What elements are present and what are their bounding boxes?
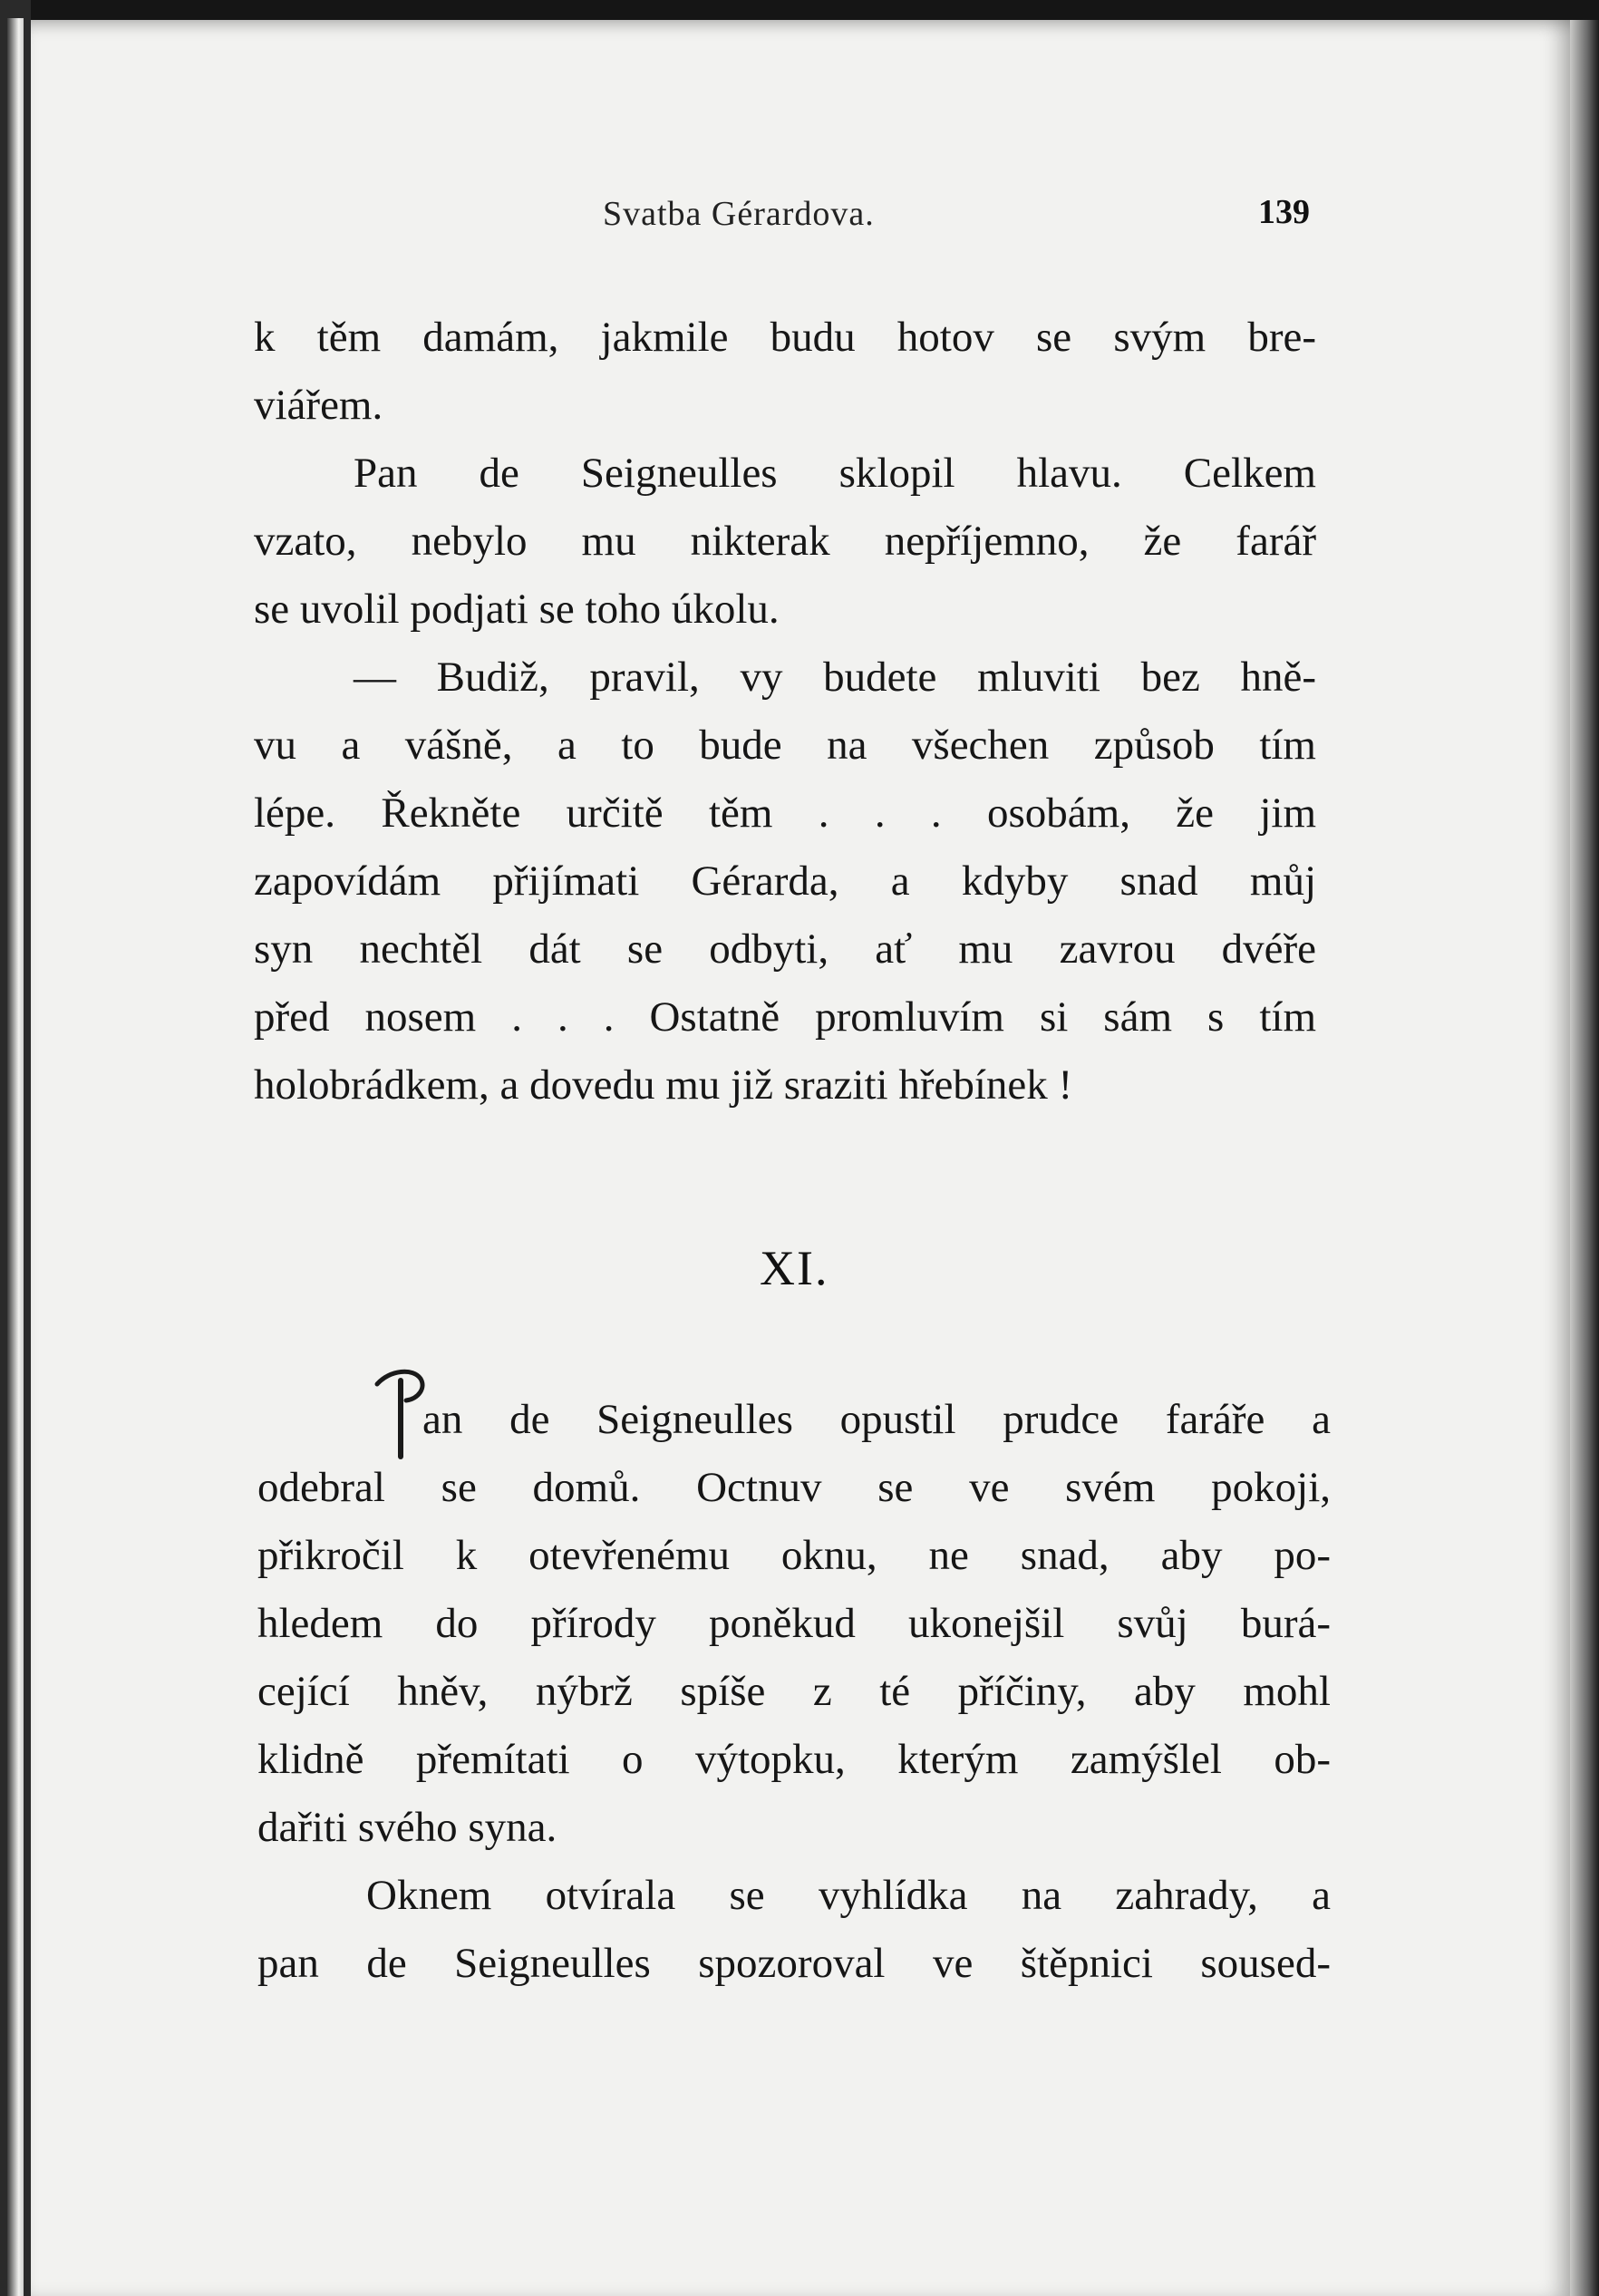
- text-line: odebral se domů. Octnuv se ve svém pokoji,: [257, 1464, 1331, 1511]
- text-line: — Budiž, pravil, vy budete mluviti bez hně-: [354, 654, 1316, 701]
- text-line: hledem do přírody poněkud ukonejšil svůj burá-: [257, 1600, 1331, 1647]
- text-line: zapovídám přijímati Gérarda, a kdyby snad můj: [254, 857, 1316, 905]
- facing-page-edge: [7, 18, 24, 2296]
- scan-border-top: [0, 0, 1599, 20]
- text-line: Oknem otvírala se vyhlídka na zahrady, a: [366, 1872, 1331, 1919]
- page-gutter-edge: [1570, 20, 1599, 2296]
- text-line: viářem.: [254, 382, 383, 429]
- text-line: klidně přemítati o výtopku, kterým zamýšlel ob-: [257, 1736, 1331, 1783]
- text-line: se uvolil podjati se toho úkolu.: [254, 586, 780, 633]
- text-line: před nosem . . . Ostatně promluvím si sám s tím: [254, 993, 1316, 1041]
- text-line: Pan de Seigneulles sklopil hlavu. Celkem: [354, 450, 1316, 497]
- chapter-heading: XI.: [760, 1241, 829, 1295]
- text-line: an de Seigneulles opustil prudce faráře a: [422, 1396, 1331, 1443]
- text-line: cející hněv, nýbrž spíše z té příčiny, aby mohl: [257, 1668, 1331, 1715]
- text-line: dařiti svého syna.: [257, 1804, 557, 1851]
- text-line: přikročil k otevřenému oknu, ne snad, aby po-: [257, 1532, 1331, 1579]
- text-line: holobrádkem, a dovedu mu již sraziti hřebínek !: [254, 1061, 1073, 1109]
- drop-cap-initial: [373, 1364, 426, 1464]
- text-line: lépe. Řekněte určitě těm . . . osobám, že jim: [254, 790, 1316, 837]
- running-title: Svatba Gérardova.: [603, 195, 875, 233]
- text-line: pan de Seigneulles spozoroval ve štěpnici soused-: [257, 1940, 1331, 1987]
- text-line: vzato, nebylo mu nikterak nepříjemno, že farář: [254, 518, 1316, 565]
- text-line: k těm damám, jakmile budu hotov se svým bre-: [254, 314, 1316, 361]
- text-line: syn nechtěl dát se odbyti, ať mu zavrou dvéře: [254, 925, 1316, 973]
- text-line: vu a vášně, a to bude na všechen způsob tím: [254, 722, 1316, 769]
- page-number: 139: [1258, 193, 1310, 231]
